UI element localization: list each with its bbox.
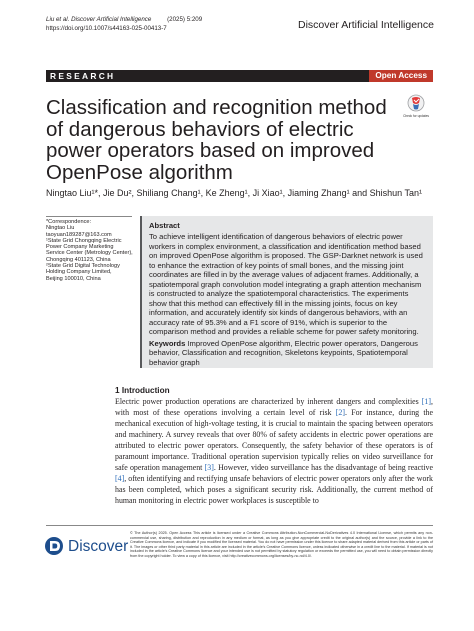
journal-name: Discover Artificial Intelligence xyxy=(298,19,434,31)
intro-text-part: . However, video surveillance has the disadvantage of being reactive xyxy=(213,463,433,472)
introduction-paragraph xyxy=(115,396,433,506)
citation-link[interactable]: [4] xyxy=(115,474,125,483)
citation-link[interactable]: [1] xyxy=(421,397,431,406)
correspondence-line: *Correspondence: xyxy=(46,219,92,225)
article-type-bar xyxy=(46,70,433,82)
correspondence-line: Beijing 100010, China xyxy=(46,275,101,282)
correspondence-block xyxy=(46,216,134,282)
running-head xyxy=(46,16,202,23)
correspondence-email[interactable]: taoyuan189287@163.com xyxy=(46,231,112,238)
discover-logo-icon xyxy=(44,536,64,556)
check-for-updates-label: Check for updates xyxy=(403,114,429,118)
correspondence-line: Service Center (Metrology Center), xyxy=(46,250,133,257)
open-access-badge: Open Access xyxy=(369,70,433,82)
abstract-box xyxy=(140,216,433,368)
article-type-label: RESEARCH xyxy=(50,71,116,81)
discover-brand: Discover xyxy=(68,538,129,555)
doi-link[interactable]: https://doi.org/10.1007/s44163-025-00413-7 xyxy=(46,25,167,32)
citation-link[interactable]: [3] xyxy=(204,463,214,472)
intro-text-part: Electric power production operations are characterized by inherent dangers and complexities xyxy=(115,397,419,406)
correspondence-line: ²State Grid Digital Technology xyxy=(46,263,120,270)
intro-text-part: , often identifying and rectifying unsafe behaviors of electric power operators only after the work has been completed, which poses a significant security risk. Additionally, the current method of human monitoring in electric power workplaces is susceptible to xyxy=(115,474,433,505)
correspondence-line: ¹State Grid Chongqing Electric xyxy=(46,237,122,244)
keywords-text: Improved OpenPose algorithm, Electric power operators, Dangerous behavior, Classification and recognition, Skeletons keypoints, Spatiotemporal behavior graph xyxy=(149,338,418,367)
sidebar-rule xyxy=(46,216,132,217)
author-list: Ningtao Liu¹*, Jie Du², Shiliang Chang¹, Ke Zheng¹, Ji Xiao¹, Jiaming Zhang¹ and Shishun Tan¹ xyxy=(46,188,423,198)
abstract-text: To achieve intelligent identification of dangerous behaviors of electric power workers in complex environment, a classification and identification method based on improved OpenPose algorithm is proposed. The GSP-Darknet network is used to enhance the extraction of key points of small bones, and the missing joint coordinates are filled in by the average values of adjacent frames. Additionally, a spatiotemporal graph convolution model integrating a graph attention mechanism is constructed to analyze the spatiotemporal characteristics. The experiments show that this method can effectively fill in the missing joints, focus on key information, and accurately identify six kinds of dangerous behaviors, with an accuracy rate of 95.3% and a F1 score of 91%, which is superior to the comparison method and provides a reliable scheme for power safety monitoring. xyxy=(149,232,423,336)
license-text: © The Author(s) 2025. Open Access This article is licensed under a Creative Commons Attribution-NonCommercial-NoDerivatives 4.0 International License, which permits any non-commercial use, sharing, distribution and reproduction in any medium or format, as long as you give appropriate credit to the original author(s) and the source, provide a link to the Creative Commons licence, and indicate if you modified the licensed material. You do not have permission under this licence to share adapted material derived from this article or parts of it. The images or other third party material in this article are included in the article's Creative Commons licence, unless indicated otherwise in a credit line to the material. If material is not included in the article's Creative Commons licence and your intended use is not permitted by statutory regulation or exceeds the permitted use, you will need to obtain permission directly from the copyright holder. To view a copy of this licence, visit http://creativecommons.org/licenses/by-nc-nd/4.0/. xyxy=(130,531,433,558)
check-for-updates-icon[interactable] xyxy=(407,94,425,114)
correspondence-line: Chongqing 401123, China xyxy=(46,256,111,263)
keywords xyxy=(149,339,425,368)
citation-link[interactable]: [2] xyxy=(335,408,345,417)
intro-text-part: , with most of these operations involving a certain level of risk xyxy=(115,397,433,417)
article-title: Classification and recognition method of dangerous behaviors of electric power operators based on improved OpenPose algorithm xyxy=(46,96,387,184)
section-heading-introduction: 1 Introduction xyxy=(115,386,170,395)
intro-text-part: . For instance, during the mechanical execution of high-voltage testing, it is crucial to maintain the spacing between operators and machinery. A survey reveals that over 80% of safety accidents in electric power operations are attributed to electric power operators. Consequently, the safety behavior of these operators is of paramount importance. Traditional operation supervision typically relies on video surveillance for safe operation management xyxy=(115,408,433,472)
correspondence-line: Ningtao Liu xyxy=(46,225,75,232)
abstract-heading: Abstract xyxy=(149,221,180,230)
correspondence-line: Holding Company Limited, xyxy=(46,269,112,276)
footer-rule xyxy=(46,525,433,526)
running-head-volume: (2025) 5:209 xyxy=(167,16,203,23)
correspondence-line: Power Company Marketing xyxy=(46,244,114,251)
running-head-authors: Liu et al. Discover Artificial Intelligence xyxy=(46,16,152,23)
keywords-label: Keywords xyxy=(149,338,186,348)
